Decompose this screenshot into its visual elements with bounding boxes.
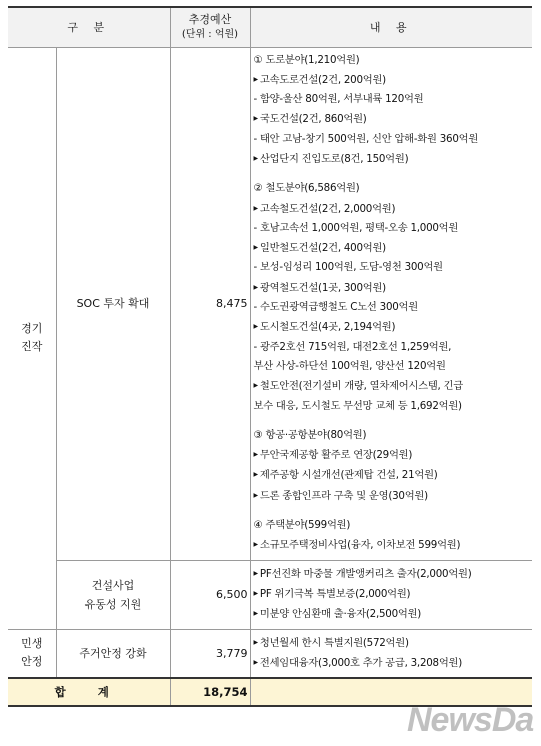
- header-row: [8, 7, 532, 47]
- header-category: 구 분: [8, 7, 170, 47]
- content-line: ▶ 고속철도건설(2건, 2,000억원): [253, 202, 396, 215]
- category-minsaeng: [8, 629, 56, 678]
- content-line: ② 철도분야(6,586억원): [253, 182, 360, 195]
- total-row: [8, 678, 532, 706]
- table-row-soc: [8, 47, 532, 560]
- content-line: ▶ 청년월세 한시 특별지원(572억원): [253, 636, 409, 649]
- subcategory-soc: SOC 투자 확대: [56, 47, 170, 560]
- content-line: ③ 항공·공항분야(80억원): [253, 428, 367, 441]
- content-line: ▶ 소규모주택정비사업(융자, 이차보전 599억원): [253, 539, 461, 552]
- content-line: ▶ 제주공항 시설개선(관제탑 건설, 21억원): [253, 469, 438, 482]
- content-line: - 보성-임성리 100억원, 도담-영천 300억원: [253, 261, 443, 274]
- triangle-right-bullet-icon: ▶: [253, 491, 258, 499]
- subcategory-housing: 주거안정 강화: [56, 629, 170, 678]
- triangle-right-bullet-icon: ▶: [253, 658, 258, 666]
- amount-housing: 3,779: [170, 629, 250, 678]
- content-line: ▶ 드론 종합인프라 구축 및 운영(30억원): [253, 489, 428, 502]
- category-gyeonggi: [8, 47, 56, 629]
- triangle-right-bullet-icon: ▶: [253, 541, 258, 549]
- header-content: 내 용: [250, 7, 532, 47]
- content-line: ▶ 도시철도건설(4곳, 2,194억원): [253, 321, 396, 334]
- watermark-text: NewsDa: [407, 701, 534, 739]
- amount-construction: 6,500: [170, 560, 250, 629]
- content-line: ▶ 일반철도건설(2건, 400억원): [253, 242, 386, 255]
- triangle-right-bullet-icon: ▶: [253, 638, 258, 646]
- content-line: ① 도로분야(1,210억원): [253, 53, 360, 66]
- subcategory-construction-line2: 유동성 지원: [84, 597, 142, 611]
- triangle-right-bullet-icon: ▶: [253, 382, 258, 390]
- total-content-empty: [250, 678, 532, 706]
- triangle-right-bullet-icon: ▶: [253, 75, 258, 83]
- category-gyeonggi-line2: 진작: [21, 340, 43, 353]
- category-minsaeng-line1: 민생: [21, 637, 43, 651]
- content-line: - 태안 고남-창기 500억원, 신안 압해-화원 360억원: [253, 132, 479, 145]
- content-soc: [250, 47, 532, 560]
- content-line: 보수 대응, 도시철도 무선망 교체 등 1,692억원): [253, 399, 462, 412]
- triangle-right-bullet-icon: ▶: [253, 323, 258, 331]
- content-line: - 수도권광역급행철도 C노선 300억원: [253, 301, 418, 314]
- triangle-right-bullet-icon: ▶: [253, 154, 258, 162]
- content-line: ▶ 고속도로건설(2건, 200억원): [253, 73, 386, 86]
- content-line: ▶ PF 위기극복 특별보증(2,000억원): [253, 587, 411, 600]
- content-line: ▶ 무안국제공항 활주로 연장(29억원): [253, 449, 413, 462]
- triangle-right-bullet-icon: ▶: [253, 589, 258, 597]
- triangle-right-bullet-icon: ▶: [253, 283, 258, 291]
- category-gyeonggi-line1: 경기: [21, 322, 43, 335]
- content-line: ▶ 전세임대융자(3,000호 추가 공급, 3,208억원): [253, 656, 463, 669]
- triangle-right-bullet-icon: ▶: [253, 610, 258, 618]
- content-line: ▶ 철도안전(전기설비 개량, 열차제어시스템, 긴급: [253, 380, 463, 393]
- header-budget-main: 추경예산: [188, 13, 232, 27]
- header-budget: [170, 7, 250, 47]
- content-line: - 함양-울산 80억원, 서부내륙 120억원: [253, 93, 424, 106]
- subcategory-construction: [56, 560, 170, 629]
- amount-soc: 8,475: [170, 47, 250, 560]
- triangle-right-bullet-icon: ▶: [253, 115, 258, 123]
- triangle-right-bullet-icon: ▶: [253, 244, 258, 252]
- content-line: ▶ 산업단지 진입도로(8건, 150억원): [253, 152, 409, 165]
- triangle-right-bullet-icon: ▶: [253, 451, 258, 459]
- header-budget-unit: (단위 : 억원): [181, 29, 239, 41]
- budget-table: [8, 6, 532, 707]
- triangle-right-bullet-icon: ▶: [253, 204, 258, 212]
- table-row-construction: [8, 560, 532, 629]
- total-amount: 18,754: [170, 678, 250, 706]
- content-line: ▶ 미분양 안심환매 출·융자(2,500억원): [253, 608, 422, 621]
- content-line: 부산 사상-하단선 100억원, 양산선 120억원: [253, 359, 446, 372]
- total-label: 합 계: [8, 678, 170, 706]
- content-line: ▶ PF선진화 마중물 개발앵커리츠 출자(2,000억원): [253, 567, 472, 580]
- content-line: - 광주2호선 715억원, 대전2호선 1,259억원,: [253, 340, 452, 353]
- table-row-housing: [8, 629, 532, 678]
- content-line: ▶ 광역철도건설(1곳, 300억원): [253, 281, 386, 294]
- triangle-right-bullet-icon: ▶: [253, 471, 258, 479]
- content-line: ④ 주택분야(599억원): [253, 519, 351, 532]
- triangle-right-bullet-icon: ▶: [253, 569, 258, 577]
- content-construction: [250, 560, 532, 629]
- category-minsaeng-line2: 안정: [21, 655, 43, 669]
- content-housing: [250, 629, 532, 678]
- content-line: - 호남고속선 1,000억원, 평택-오송 1,000억원: [253, 221, 459, 234]
- content-line: ▶ 국도건설(2건, 860억원): [253, 113, 367, 126]
- subcategory-construction-line1: 건설사업: [91, 578, 135, 592]
